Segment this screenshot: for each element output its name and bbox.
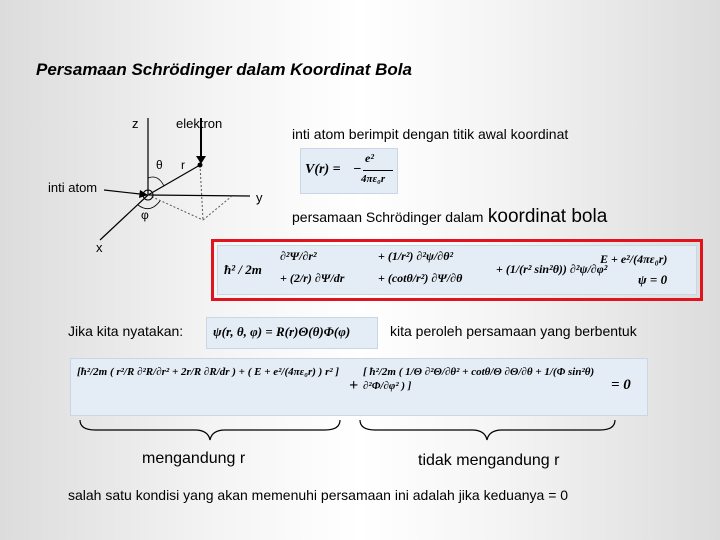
radial-part: [ħ²/2m ( r²/R ∂²R/∂r² + 2r/R ∂R/dr ) + ( E + e²/(4πε₀r) ) r² ] <box>77 366 340 378</box>
axis-x-label: x <box>96 240 103 255</box>
inti-atom-label: inti atom <box>48 180 98 195</box>
potential-lhs: V(r) = <box>305 162 341 177</box>
main-term-5: + (1/(r² sin²θ)) ∂²ψ/∂φ² <box>496 262 608 276</box>
left-brace <box>80 420 340 440</box>
conclusion: salah satu kondisi yang akan memenuhi persamaan ini adalah jika keduanya = 0 <box>68 487 569 503</box>
caption-prefix: persamaan Schrödinger dalam <box>292 209 484 225</box>
main-term-1: ∂²Ψ/∂r² <box>280 249 317 263</box>
theta-label: θ <box>156 158 163 172</box>
main-rhs: ψ = 0 <box>638 272 668 287</box>
right-brace <box>360 420 615 440</box>
elektron-label: elektron <box>176 116 223 131</box>
separated-rhs: = 0 <box>611 377 631 393</box>
main-hbar-term: ħ² / 2m <box>224 262 262 277</box>
main-term-4: + (cotθ/r²) ∂Ψ/∂θ <box>378 271 463 285</box>
left-brace-label-text: mengandung r <box>142 450 246 467</box>
separated-plus: + <box>349 377 359 394</box>
right-brace-label-text: tidak mengandung r <box>418 452 560 469</box>
right-brace-label <box>418 452 559 470</box>
axis-z-label: z <box>132 116 139 131</box>
separation-suffix: kita peroleh persamaan yang berbentuk <box>390 323 637 339</box>
potential-numerator: e² <box>365 151 374 165</box>
origin-note: inti atom berimpit dengan titik awal koordinat <box>292 126 569 142</box>
left-brace-label <box>142 450 245 468</box>
potential-denominator: 4πε₀r <box>361 173 386 185</box>
angular-part: [ ħ²/2m ( 1/Θ ∂²Θ/∂θ² + cotθ/Θ ∂Θ/∂θ + 1/(Φ sin²θ) ∂²Φ/∂φ² ) ] <box>363 366 595 392</box>
main-term-3: + (1/r²) ∂²ψ/∂θ² <box>378 249 454 263</box>
phi-label: φ <box>141 208 149 222</box>
main-term-2: + (2/r) ∂Ψ/dr <box>280 271 345 285</box>
separation-formula-text: ψ(r, θ, φ) = R(r)Θ(θ)Φ(φ) <box>213 324 351 339</box>
axis-y-label: y <box>256 190 263 205</box>
separation-prefix: Jika kita nyatakan: <box>68 323 184 339</box>
caption-suffix: koordinat bola <box>487 206 608 227</box>
main-energy-term: E + e²/(4πε₀r) <box>600 252 668 266</box>
r-label: r <box>181 158 185 172</box>
potential-sign: − <box>353 162 362 177</box>
page-title: Persamaan Schrödinger dalam Koordinat Bola <box>36 60 412 79</box>
